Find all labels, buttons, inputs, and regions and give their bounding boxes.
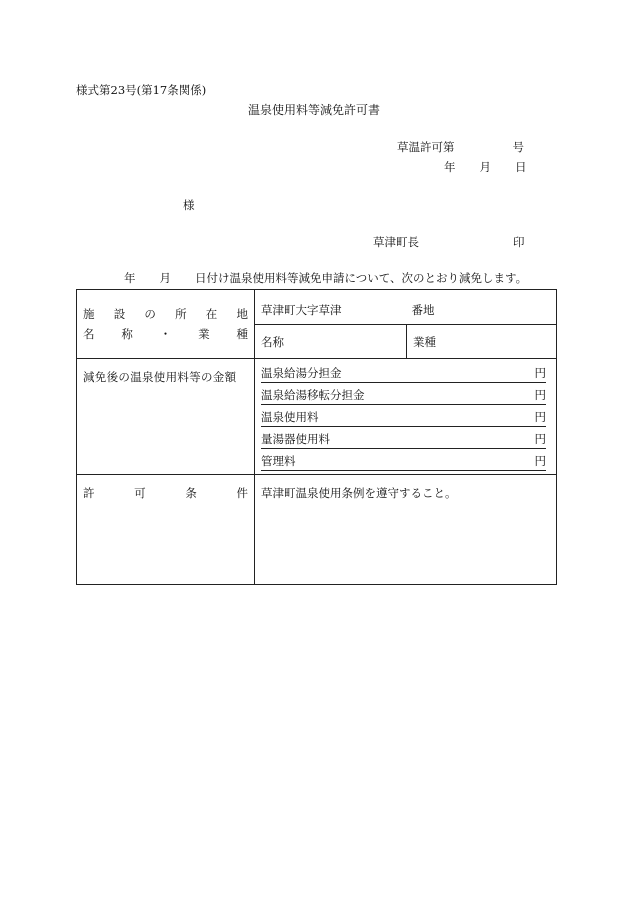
amount-row: 管理料 円 xyxy=(261,449,546,471)
date-month: 月 xyxy=(479,160,491,174)
conditions-text-cell xyxy=(255,475,557,585)
business-cell xyxy=(407,325,557,359)
amount-row: 温泉給湯分担金 円 xyxy=(261,361,546,383)
address-cell xyxy=(255,290,557,325)
date-year: 年 xyxy=(444,160,456,174)
conditions-label-cell xyxy=(77,475,255,585)
intro-text: 日付け温泉使用料等減免申請について、次のとおり減免します。 xyxy=(195,271,528,285)
document-title: 温泉使用料等減免許可書 xyxy=(248,103,381,117)
conditions-text: 草津町温泉使用条例を遵守すること。 xyxy=(261,486,457,500)
issue-date xyxy=(444,162,527,174)
name-cell xyxy=(255,325,407,359)
amount-list-cell xyxy=(255,359,557,475)
intro-year: 年 xyxy=(124,271,136,285)
intro-sentence xyxy=(124,273,527,285)
amount-row: 量湯器使用料 円 xyxy=(261,427,546,449)
facility-label-line2: 名 称 ・ 業 種 xyxy=(83,327,248,341)
intro-month: 月 xyxy=(159,271,171,285)
permit-suffix: 号 xyxy=(512,140,524,154)
business-label: 業種 xyxy=(413,334,436,349)
form-number: 様式第23号(第17条関係) xyxy=(76,83,207,97)
address-suffix: 番地 xyxy=(411,303,435,317)
facility-label-cell xyxy=(77,290,255,359)
issuer xyxy=(373,237,525,249)
seal-mark: 印 xyxy=(513,235,525,249)
facility-label-line1: 施 設 の 所 在 地 xyxy=(83,307,248,321)
conditions-label: 許 可 条 件 xyxy=(83,486,248,500)
amount-label-cell xyxy=(77,359,255,475)
permit-number xyxy=(397,142,524,154)
amount-label: 減免後の温泉使用料等の金額 xyxy=(83,370,237,384)
address-prefix: 草津町大字草津 xyxy=(261,303,342,317)
issuer-name: 草津町長 xyxy=(373,235,419,249)
permit-table xyxy=(76,289,557,585)
amount-row: 温泉使用料 円 xyxy=(261,405,546,427)
date-day: 日 xyxy=(515,160,527,174)
name-label: 名称 xyxy=(261,334,284,349)
permit-prefix: 草温許可第 xyxy=(397,140,455,154)
amount-row: 温泉給湯移転分担金 円 xyxy=(261,383,546,405)
addressee-suffix: 様 xyxy=(183,198,195,212)
